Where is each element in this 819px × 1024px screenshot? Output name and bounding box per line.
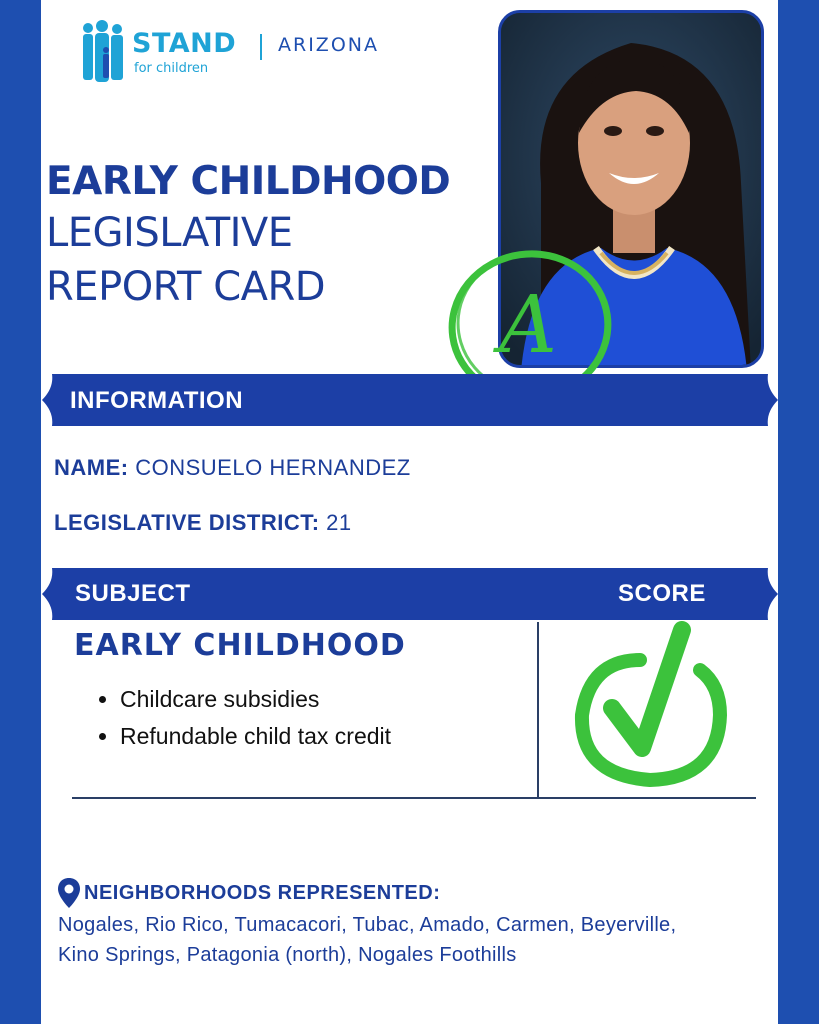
logo-tagline: for children (134, 61, 209, 76)
subject-title: EARLY CHILDHOOD (74, 628, 406, 663)
district-label: LEGISLATIVE DISTRICT: (54, 510, 320, 535)
title-line-3: REPORT CARD (46, 264, 326, 310)
information-banner (42, 374, 778, 422)
grade-letter: A (499, 278, 557, 371)
neighborhoods-list (58, 910, 738, 970)
subject-score-banner (42, 568, 778, 616)
name-field (54, 455, 411, 481)
neighborhoods-line-1: Nogales, Rio Rico, Tumacacori, Tubac, Amado, Carmen, Beyerville, (58, 914, 677, 936)
subject-items (98, 686, 391, 760)
neighborhoods-heading (58, 878, 440, 908)
score-header: SCORE (618, 580, 706, 607)
name-value: CONSUELO HERNANDEZ (135, 455, 411, 480)
list-item: • Refundable child tax credit (120, 723, 391, 750)
location-pin-icon (58, 878, 80, 908)
name-label: NAME: (54, 455, 129, 480)
logo-state: ARIZONA (278, 34, 379, 56)
district-value: 21 (326, 510, 352, 535)
list-item: • Childcare subsidies (120, 686, 391, 713)
title-line-2: LEGISLATIVE (46, 210, 293, 256)
column-divider (537, 622, 539, 798)
district-field (54, 510, 352, 536)
neighborhoods-line-2: Kino Springs, Patagonia (north), Nogales Foothills (58, 944, 517, 966)
family-figures-icon (80, 20, 128, 84)
logo-brand: STAND (132, 28, 237, 59)
stand-for-children-logo (80, 20, 400, 84)
subject-header: SUBJECT (75, 580, 191, 607)
title-line-1: EARLY CHILDHOOD (46, 159, 451, 204)
information-heading: INFORMATION (70, 387, 244, 414)
table-bottom-rule (72, 797, 756, 799)
logo-divider (260, 34, 262, 60)
checkmark-icon (570, 620, 730, 790)
page-title (46, 158, 450, 314)
neighborhoods-heading-text: NEIGHBORHOODS REPRESENTED: (84, 881, 441, 904)
